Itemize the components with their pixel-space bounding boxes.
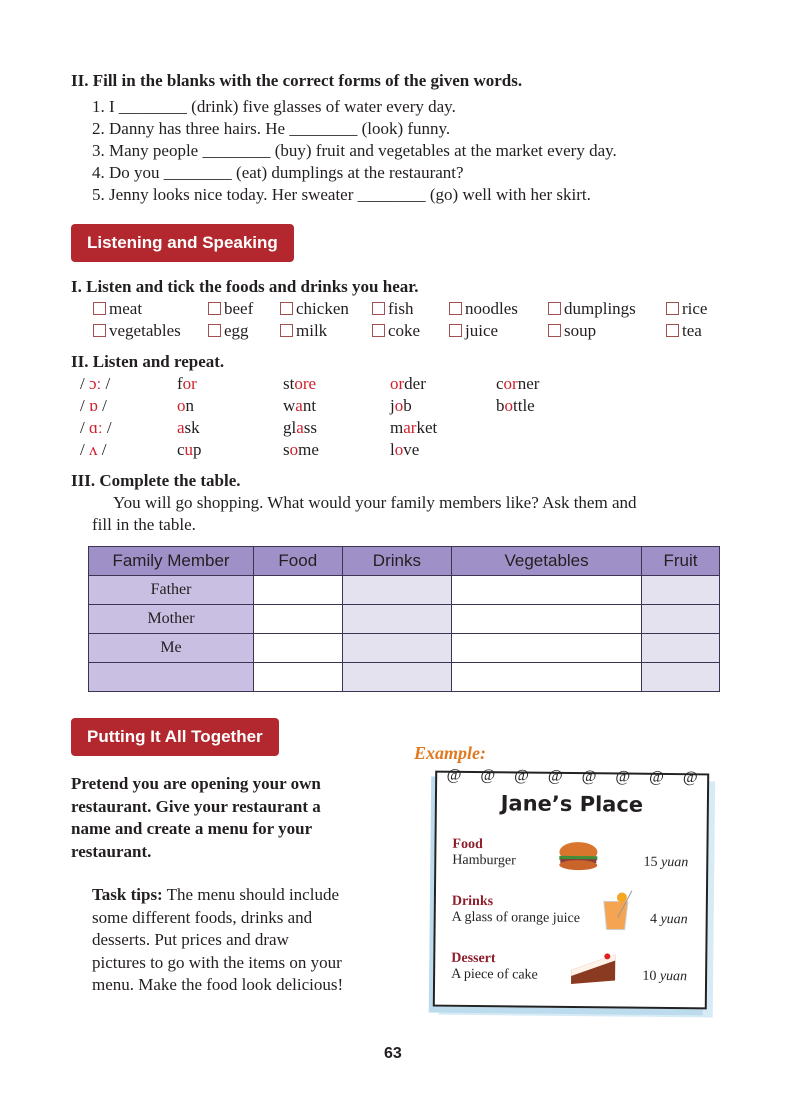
word-part: ar [403,418,417,437]
repeat-heading: II. Listen and repeat. [71,352,225,371]
table-header-vegetables: Vegetables [452,547,642,576]
prompt-line: name and create a menu for your [71,819,313,838]
repeat-word [390,418,437,438]
tick-option-label: juice [465,321,499,340]
tick-option-label: dumplings [564,299,636,318]
price-unit: yuan [659,968,688,985]
repeat-word [283,374,316,394]
repeat-word [496,396,535,416]
word-part: ner [517,374,540,393]
juice-icon [598,887,635,936]
sound-part: ɔː [88,374,102,393]
checkbox[interactable] [548,324,561,337]
checkbox[interactable] [93,302,106,315]
cake-icon [569,950,619,992]
tips-line: some different foods, drinks and [92,907,313,927]
table-instructions: You will go shopping. What would your family members like? Ask them and [113,493,637,512]
sound-part: / [80,440,89,459]
tick-option-meat[interactable] [93,299,142,319]
word-part: o [177,396,186,415]
tick-option-label: vegetables [109,321,181,340]
repeat-word [177,374,197,394]
word-part: o [289,440,299,459]
tick-option-soup[interactable] [548,321,596,341]
tips-line: The menu should include [162,885,339,904]
word-part: l [390,440,395,459]
word-part: j [390,396,395,415]
row-label: Father [89,576,254,605]
repeat-word [390,374,426,394]
table-cell-input[interactable] [254,634,343,663]
tick-option-label: soup [564,321,597,340]
word-part: st [283,374,295,393]
listening-speaking-banner: Listening and Speaking [71,224,294,262]
tick-option-juice[interactable] [449,321,498,341]
sound-part: / [102,418,112,437]
price-value: 15 [643,854,658,870]
sound-part: ʌ [88,440,98,459]
phonetic-symbol [80,374,110,394]
menu-category: Food [452,836,483,853]
tick-option-chicken[interactable] [280,299,349,319]
table-row [89,605,720,634]
menu-item-price [650,912,688,928]
menu-title: Jane’s Place [500,791,644,817]
word-part: p [193,440,202,459]
tips-line: desserts. Put prices and draw [92,930,289,949]
table-cell-input[interactable] [452,576,642,605]
menu-item-price [643,855,688,871]
fill-blank-item: 5. Jenny looks nice today. Her sweater ________ (go) well with her skirt. [92,185,591,204]
tick-option-rice[interactable] [666,299,707,319]
repeat-word [496,374,539,394]
tick-heading: I. Listen and tick the foods and drinks you hear. [71,277,419,296]
table-cell-input[interactable] [641,576,719,605]
prompt-line: restaurant. Give your restaurant a [71,796,321,816]
sound-part: / [97,440,107,459]
menu-example [433,766,709,1010]
checkbox[interactable] [208,324,221,337]
menu-category: Dessert [451,950,496,967]
tick-option-dumplings[interactable] [548,299,636,319]
word-part: gl [283,418,297,437]
word-part: nt [302,396,317,415]
repeat-word [283,418,317,438]
word-part: c [177,440,185,459]
tick-option-label: milk [296,321,328,340]
table-cell-input[interactable] [452,605,642,634]
row-label: Mother [89,605,254,634]
tick-option-label: egg [224,321,249,340]
word-part: a [177,418,185,437]
row-label [89,663,254,692]
tick-option-fish[interactable] [372,299,414,319]
tick-option-milk[interactable] [280,321,327,341]
table-cell-input[interactable] [342,605,452,634]
price-unit: yuan [660,911,688,928]
sound-part: ɑː [88,418,103,437]
table-cell-input[interactable] [342,576,452,605]
word-part: m [390,418,404,437]
task-prompt [71,773,321,863]
word-part: or [503,374,518,393]
checkbox[interactable] [93,324,106,337]
word-part: ttle [513,396,535,415]
checkbox[interactable] [449,302,462,315]
phonetic-symbol [80,418,112,438]
tick-option-vegetables[interactable] [93,321,181,341]
repeat-word [390,440,419,460]
tick-option-label: rice [682,299,708,318]
word-part: b [496,396,505,415]
table-cell-input[interactable] [452,663,642,692]
phonetic-symbol [80,396,107,416]
word-part: u [184,440,194,459]
table-cell-input[interactable] [342,663,452,692]
repeat-word [283,440,319,460]
fill-blanks-heading: II. Fill in the blanks with the correct forms of the given words. [71,71,523,90]
menu-section-drinks [451,894,688,946]
family-table [88,546,720,692]
sound-part: ɒ [88,396,98,415]
menu-item-price [642,969,687,985]
word-part: ss [303,418,318,437]
table-cell-input[interactable] [641,605,719,634]
repeat-word [177,396,194,416]
repeat-word [390,396,412,416]
spiral-binding-icon: @ @ @ @ @ @ @ @ [446,766,698,787]
task-tips-label: Task tips: [92,885,163,904]
sound-part: / [80,374,89,393]
word-part: or [182,374,197,393]
tick-option-beef[interactable] [208,299,253,319]
tips-line: pictures to go with the items on your [92,952,342,972]
table-cell-input[interactable] [641,663,719,692]
checkbox[interactable] [666,302,679,315]
menu-item-name: A glass of orange juice [451,909,581,927]
word-part: o [394,396,404,415]
tick-option-label: coke [388,321,421,340]
table-heading: III. Complete the table. [71,471,241,490]
price-unit: yuan [660,854,689,871]
tick-option-egg[interactable] [208,321,249,341]
table-row [89,663,720,692]
price-value: 10 [642,968,657,984]
tick-option-coke[interactable] [372,321,420,341]
word-part: s [283,440,290,459]
table-row [89,634,720,663]
checkbox[interactable] [280,324,293,337]
prompt-line: Pretend you are opening your own [71,774,321,793]
tick-option-tea[interactable] [666,321,702,341]
checkbox[interactable] [280,302,293,315]
word-part: o [394,440,404,459]
table-cell-input[interactable] [342,634,452,663]
fill-blank-item: 4. Do you ________ (eat) dumplings at the restaurant? [92,163,464,182]
menu-section-dessert [451,951,688,1003]
sound-part: / [101,374,111,393]
word-part: ket [416,418,438,437]
word-part: n [185,396,194,415]
table-header-drinks: Drinks [342,547,452,576]
word-part: b [403,396,412,415]
tick-option-noodles[interactable] [449,299,518,319]
price-value: 4 [649,911,658,927]
table-cell-input[interactable] [254,663,343,692]
row-label: Me [89,634,254,663]
table-header-fruit: Fruit [641,547,719,576]
page-number: 63 [384,1045,402,1062]
fill-blank-item: 1. I ________ (drink) five glasses of water every day. [92,97,456,116]
word-part: o [504,396,513,415]
tick-option-label: tea [682,321,702,340]
word-part: ore [294,374,317,393]
tick-option-label: meat [109,299,143,318]
sound-part: / [97,396,107,415]
word-part: f [177,374,183,393]
menu-section-food [452,837,689,889]
task-tips [92,884,343,997]
table-cell-input[interactable] [452,634,642,663]
table-row [89,576,720,605]
repeat-word [177,418,200,438]
repeat-word [283,396,316,416]
table-cell-input[interactable] [254,576,343,605]
fill-blank-item: 3. Many people ________ (buy) fruit and vegetables at the market every day. [92,141,617,160]
word-part: me [298,440,319,459]
menu-category: Drinks [451,893,494,910]
word-part: ve [403,440,420,459]
menu-item-name: A piece of cake [451,966,538,983]
putting-together-banner: Putting It All Together [71,718,279,756]
tips-line: menu. Make the food look delicious! [92,975,344,994]
checkbox[interactable] [208,302,221,315]
word-part: w [283,396,296,415]
word-part: sk [184,418,200,437]
word-part: a [295,396,303,415]
tick-option-label: fish [388,299,414,318]
table-cell-input[interactable] [641,634,719,663]
sound-part: / [80,418,89,437]
sound-part: / [80,396,89,415]
word-part: c [496,374,504,393]
table-cell-input[interactable] [254,605,343,634]
checkbox[interactable] [372,324,385,337]
table-header-family-member: Family Member [89,547,254,576]
fill-blank-item: 2. Danny has three hairs. He ________ (look) funny. [92,119,451,138]
checkbox[interactable] [449,324,462,337]
tick-option-label: noodles [465,299,518,318]
checkbox[interactable] [548,302,561,315]
tick-option-label: beef [224,299,254,318]
word-part: der [404,374,426,393]
prompt-line: restaurant. [71,841,152,861]
phonetic-symbol [80,440,106,460]
word-part: a [296,418,304,437]
hamburger-icon [556,840,600,877]
example-label: Example: [414,743,486,763]
table-header-food: Food [254,547,343,576]
table-instructions-cont: fill in the table. [92,515,196,534]
checkbox[interactable] [372,302,385,315]
word-part: or [390,374,405,393]
repeat-word [177,440,202,460]
tick-option-label: chicken [296,299,349,318]
checkbox[interactable] [666,324,679,337]
menu-item-name: Hamburger [452,852,516,869]
